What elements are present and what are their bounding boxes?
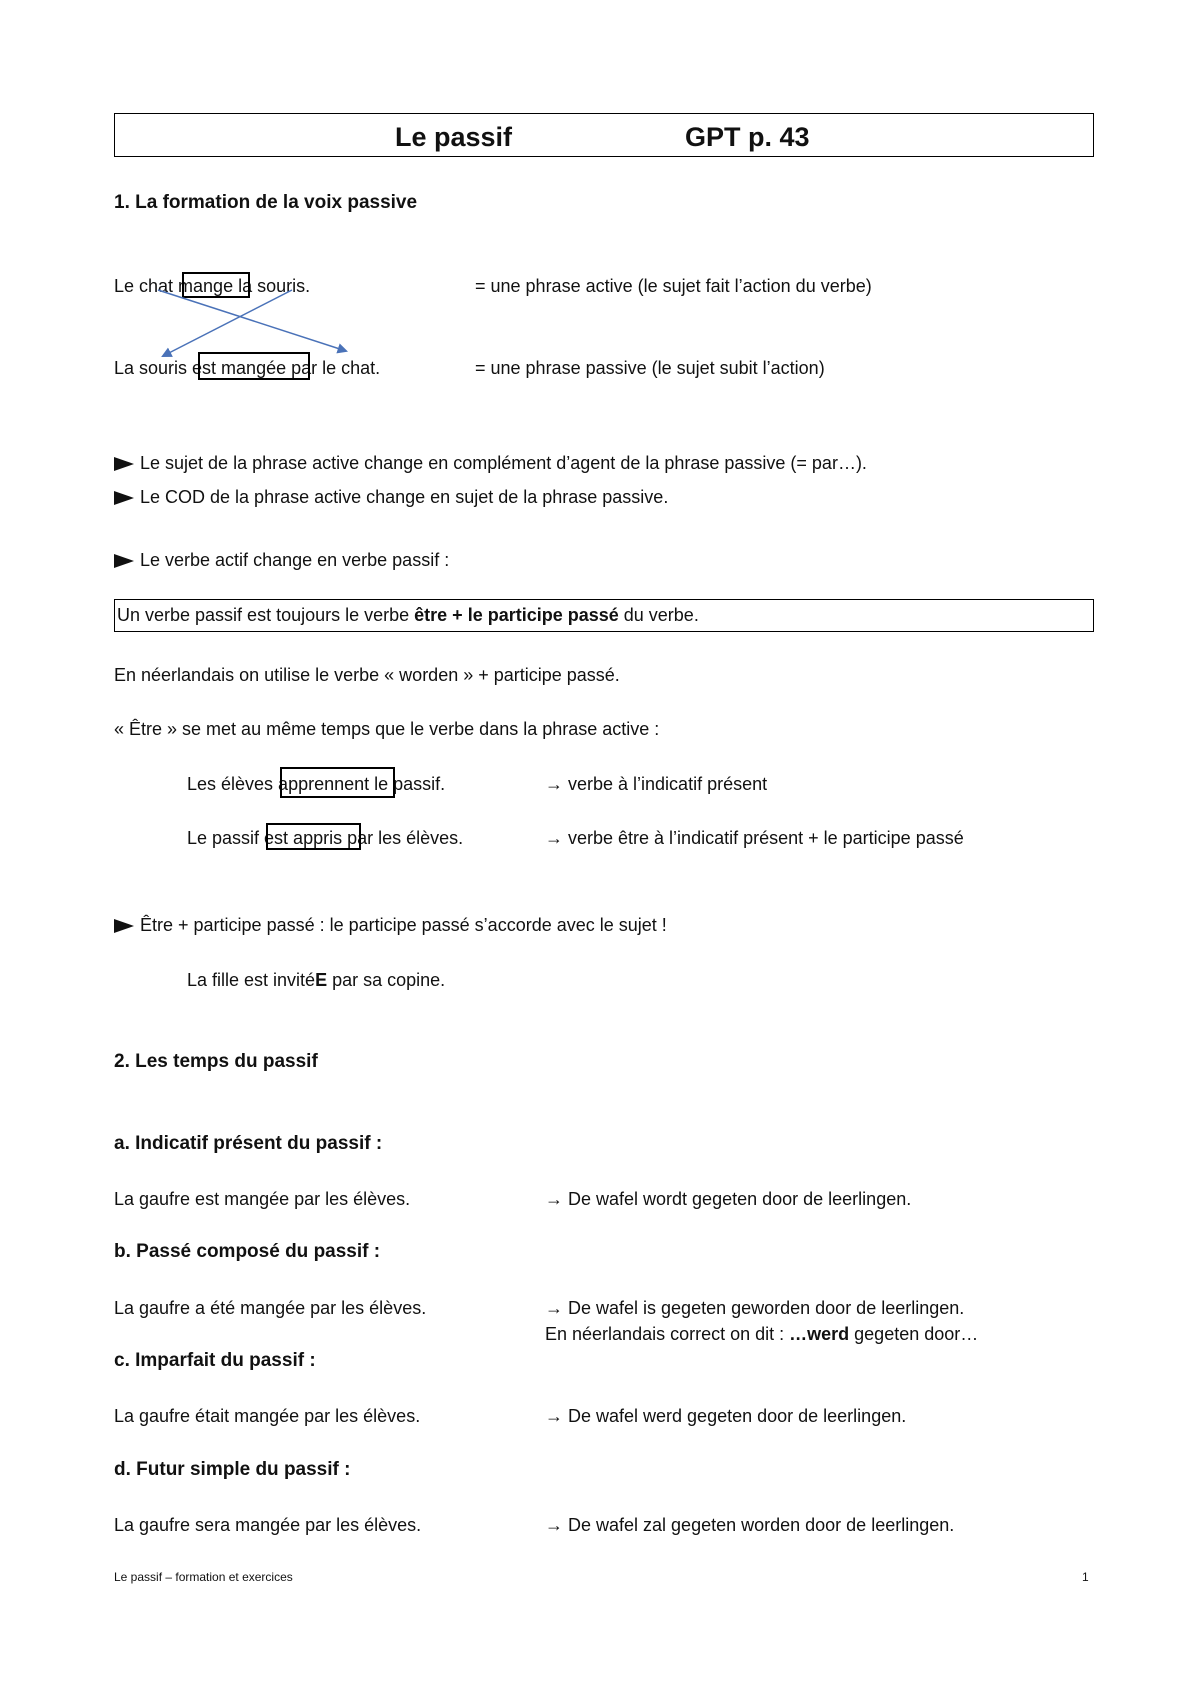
- tense-b-heading: b. Passé composé du passif :: [114, 1241, 381, 1262]
- tense-d-heading: d. Futur simple du passif :: [114, 1459, 351, 1480]
- example1-verb-frame: [280, 767, 395, 798]
- tense-a-heading: a. Indicatif présent du passif :: [114, 1133, 383, 1154]
- tense-b-french: La gaufre a été mangée par les élèves.: [114, 1298, 427, 1318]
- subject-to-agent-arrow: [158, 290, 346, 351]
- tense-a-dutch: → De wafel wordt gegeten door de leerlingen.: [545, 1189, 912, 1209]
- passive-note: = une phrase passive (le sujet subit l’action): [475, 358, 825, 378]
- arrow-bullet-icon: [114, 457, 134, 471]
- tense-d-french: La gaufre sera mangée par les élèves.: [114, 1515, 422, 1535]
- page-reference: GPT p. 43: [685, 122, 810, 152]
- example2-arrow-note: → verbe être à l’indicatif présent + le participe passé: [545, 828, 964, 848]
- arrow-bullet-icon: [114, 554, 134, 568]
- example1-arrow-note: → verbe à l’indicatif présent: [545, 774, 768, 794]
- tense-c-heading: c. Imparfait du passif :: [114, 1350, 316, 1371]
- rule-text: Un verbe passif est toujours le verbe être + le participe passé du verbe.: [117, 605, 699, 625]
- arrow-bullet-icon: [114, 491, 134, 505]
- tense-c-dutch: → De wafel werd gegeten door de leerlingen.: [545, 1406, 907, 1426]
- object-to-subject-arrow: [163, 290, 292, 356]
- section1-heading: 1. La formation de la voix passive: [114, 192, 418, 213]
- rule-box: [114, 599, 1094, 632]
- bullet-3: Le verbe actif change en verbe passif :: [114, 549, 449, 571]
- page-title: Le passif: [395, 122, 513, 152]
- active-sentence: Le chat mange la souris.: [114, 276, 311, 296]
- tense-b-dutch: → De wafel is gegeten geworden door de leerlingen.: [545, 1298, 965, 1318]
- tense-d-dutch: → De wafel zal gegeten worden door de leerlingen.: [545, 1515, 955, 1535]
- example2-verb-frame: [266, 823, 361, 850]
- bullet-1: Le sujet de la phrase active change en complément d’agent de la phrase passive (= par…).: [114, 452, 867, 474]
- active-note: = une phrase active (le sujet fait l’action du verbe): [475, 276, 872, 296]
- arrow-bullet-icon: [114, 919, 134, 933]
- dutch-note: En néerlandais on utilise le verbe « worden » + participe passé.: [114, 665, 620, 685]
- section2-heading: 2. Les temps du passif: [114, 1051, 318, 1072]
- example1-sentence: Les élèves apprennent le passif.: [187, 774, 446, 794]
- tense-note: « Être » se met au même temps que le verbe dans la phrase active :: [114, 719, 660, 739]
- agreement-example: La fille est invitéE par sa copine.: [187, 970, 446, 990]
- example2-sentence: Le passif est appris par les élèves.: [187, 828, 464, 848]
- bullet-4: Être + participe passé : le participe passé s’accorde avec le sujet !: [114, 914, 667, 936]
- tense-c-french: La gaufre était mangée par les élèves.: [114, 1406, 421, 1426]
- bullet-2: Le COD de la phrase active change en sujet de la phrase passive.: [114, 486, 668, 508]
- tense-b-note: En néerlandais correct on dit : …werd gegeten door…: [545, 1324, 979, 1344]
- page-number: 1: [1082, 1570, 1089, 1584]
- tense-a-french: La gaufre est mangée par les élèves.: [114, 1189, 411, 1209]
- passive-sentence: La souris est mangée par le chat.: [114, 358, 381, 378]
- footer-text: Le passif – formation et exercices: [114, 1570, 293, 1584]
